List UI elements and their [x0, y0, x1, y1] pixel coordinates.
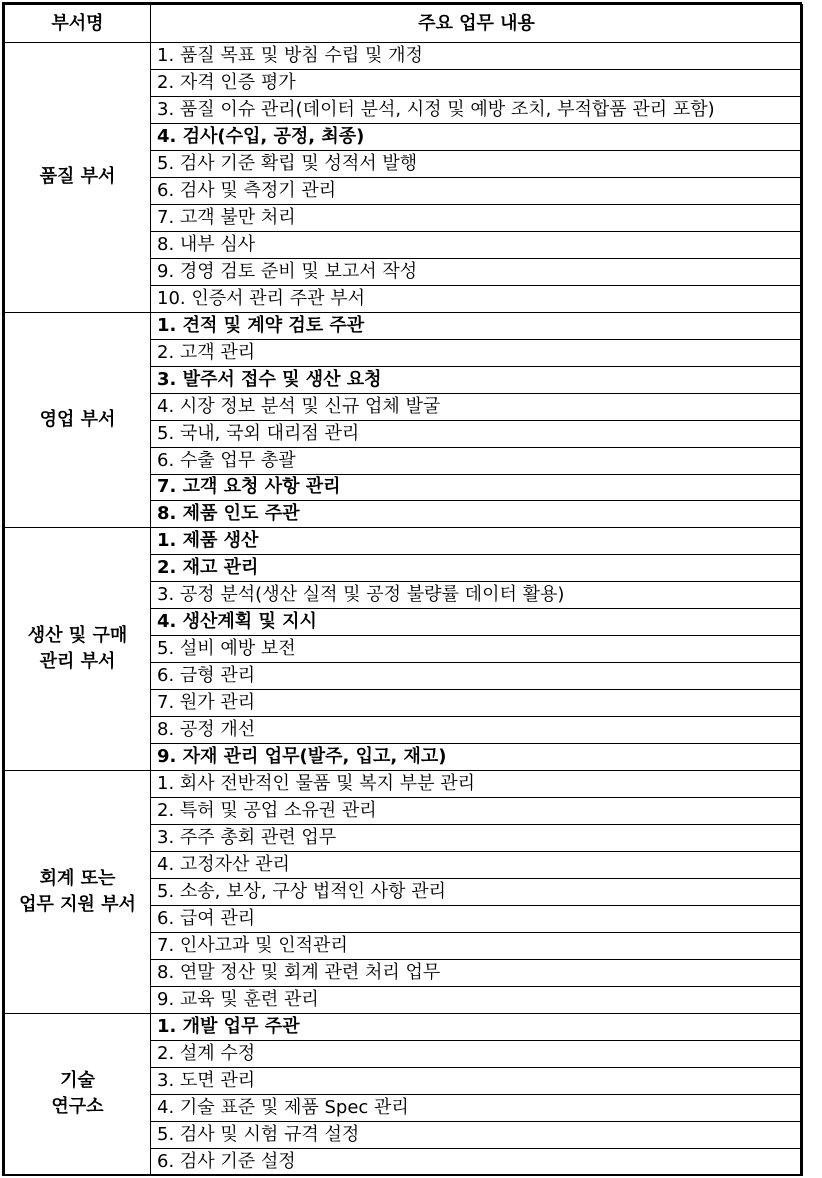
duty-item: 3. 주주 총회 관련 업무 — [151, 825, 803, 852]
duty-column-header: 주요 업무 내용 — [151, 5, 803, 43]
department-duty-table — [4, 4, 803, 1176]
department-name-line: 품질 부서 — [39, 166, 116, 188]
duty-item: 2. 특허 및 공업 소유권 관리 — [151, 798, 803, 825]
department-name-line: 기술 — [60, 1070, 95, 1092]
department-name-cell — [5, 1013, 151, 1175]
duty-item: 7. 고객 요청 사항 관리 — [151, 474, 803, 501]
duty-item: 1. 견적 및 계약 검토 주관 — [151, 312, 803, 339]
duty-item: 10. 인증서 관리 주관 부서 — [151, 285, 803, 312]
duty-item: 4. 기술 표준 및 제품 Spec 관리 — [151, 1094, 803, 1121]
table-row — [5, 528, 803, 555]
duty-item: 4. 고정자산 관리 — [151, 852, 803, 879]
duty-item: 3. 품질 이슈 관리(데이터 분석, 시정 및 예방 조치, 부적합품 관리 포함) — [151, 96, 803, 123]
table-row — [5, 43, 803, 70]
duty-item: 6. 수출 업무 총괄 — [151, 447, 803, 474]
duty-item: 3. 공정 분석(생산 실적 및 공정 불량률 데이터 활용) — [151, 582, 803, 609]
duty-item: 5. 검사 및 시험 규격 설정 — [151, 1121, 803, 1148]
duty-item: 1. 제품 생산 — [151, 528, 803, 555]
duty-item: 7. 원가 관리 — [151, 690, 803, 717]
table-row — [5, 771, 803, 798]
duty-item: 4. 검사(수입, 공정, 최종) — [151, 123, 803, 150]
duty-item: 1. 품질 목표 및 방침 수립 및 개정 — [151, 43, 803, 70]
department-name-line: 영업 부서 — [39, 409, 116, 431]
table-row — [5, 1013, 803, 1040]
duty-item: 9. 자재 관리 업무(발주, 입고, 재고) — [151, 744, 803, 771]
duty-item: 4. 시장 정보 분석 및 신규 업체 발굴 — [151, 393, 803, 420]
duty-item: 6. 금형 관리 — [151, 663, 803, 690]
duty-item: 2. 자격 인증 평가 — [151, 69, 803, 96]
duty-item: 2. 설계 수정 — [151, 1040, 803, 1067]
duty-item: 8. 연말 정산 및 회계 관련 처리 업무 — [151, 959, 803, 986]
duty-item: 3. 도면 관리 — [151, 1067, 803, 1094]
department-name-cell — [5, 43, 151, 313]
duty-item: 9. 교육 및 훈련 관리 — [151, 986, 803, 1013]
duty-item: 7. 인사고과 및 인적관리 — [151, 932, 803, 959]
duty-item: 5. 국내, 국외 대리점 관리 — [151, 420, 803, 447]
department-name-line: 회계 또는 — [39, 868, 116, 890]
department-name-line: 업무 지원 부서 — [19, 894, 136, 916]
duty-item: 5. 소송, 보상, 구상 법적인 사항 관리 — [151, 879, 803, 906]
duty-item: 9. 경영 검토 준비 및 보고서 작성 — [151, 258, 803, 285]
duty-item: 8. 내부 심사 — [151, 231, 803, 258]
header-row — [5, 5, 803, 43]
department-name-cell — [5, 312, 151, 528]
department-name-line: 생산 및 구매 — [27, 625, 128, 647]
duty-item: 2. 고객 관리 — [151, 339, 803, 366]
duty-item: 5. 설비 예방 보전 — [151, 636, 803, 663]
duty-item: 1. 회사 전반적인 물품 및 복지 부분 관리 — [151, 771, 803, 798]
duty-item: 8. 공정 개선 — [151, 717, 803, 744]
dept-column-header: 부서명 — [5, 5, 151, 43]
department-name-line: 관리 부서 — [39, 651, 116, 673]
department-name-line: 연구소 — [51, 1096, 104, 1118]
duty-item: 6. 급여 관리 — [151, 906, 803, 933]
department-name-cell — [5, 771, 151, 1014]
duty-item: 8. 제품 인도 주관 — [151, 501, 803, 528]
duty-item: 1. 개발 업무 주관 — [151, 1013, 803, 1040]
duty-item: 3. 발주서 접수 및 생산 요청 — [151, 366, 803, 393]
duty-item: 4. 생산계획 및 지시 — [151, 609, 803, 636]
table-row — [5, 312, 803, 339]
duty-item: 5. 검사 기준 확립 및 성적서 발행 — [151, 150, 803, 177]
duty-item: 6. 검사 기준 설정 — [151, 1148, 803, 1175]
duty-item: 7. 고객 불만 처리 — [151, 204, 803, 231]
duty-item: 6. 검사 및 측정기 관리 — [151, 177, 803, 204]
department-name-cell — [5, 528, 151, 771]
duty-item: 2. 재고 관리 — [151, 555, 803, 582]
